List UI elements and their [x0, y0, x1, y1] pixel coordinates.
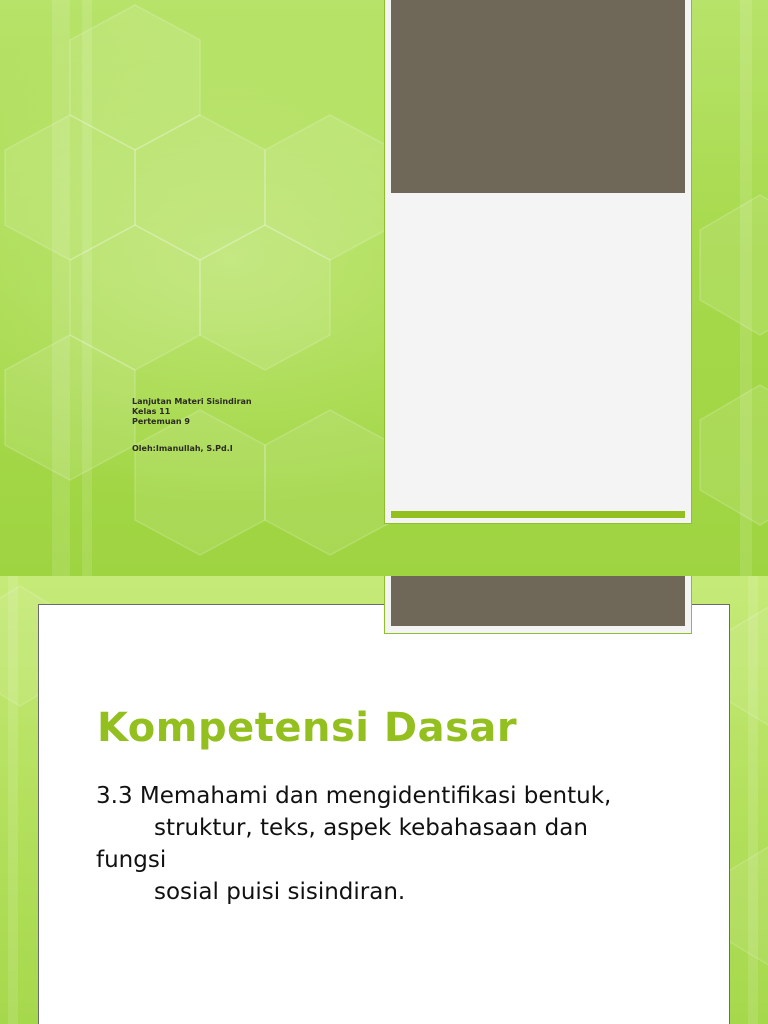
body-line: fungsi: [96, 847, 167, 873]
subtitle-line: Kelas 11: [132, 407, 171, 416]
background-stripe: [82, 0, 92, 576]
body-line: 3.3 Memahami dan mengidentifikasi bentuk,: [96, 783, 612, 809]
background-stripe: [748, 576, 758, 1024]
background-stripe: [740, 0, 752, 576]
panel-accent-bar: [391, 511, 685, 518]
body-line: struktur, teks, aspek kebahasaan dan: [154, 815, 588, 841]
background-stripe: [8, 576, 18, 1024]
right-image-panel: [384, 576, 692, 634]
panel-dark-block: [391, 576, 685, 626]
content-card: [38, 604, 730, 1024]
content-slide: [0, 576, 768, 1024]
panel-dark-block: [391, 0, 685, 193]
background-stripe: [52, 0, 70, 576]
author-line: Oleh:Imanullah, S.Pd.I: [132, 444, 233, 453]
subtitle-line: Lanjutan Materi Sisindiran: [132, 397, 252, 406]
slide-title: Kompetensi Dasar: [97, 705, 518, 751]
subtitle-line: Pertemuan 9: [132, 417, 190, 426]
right-image-panel: [384, 0, 692, 524]
slide-body: [96, 780, 696, 908]
slide-subtitle: [132, 397, 252, 454]
body-line: sosial puisi sisindiran.: [154, 879, 406, 905]
